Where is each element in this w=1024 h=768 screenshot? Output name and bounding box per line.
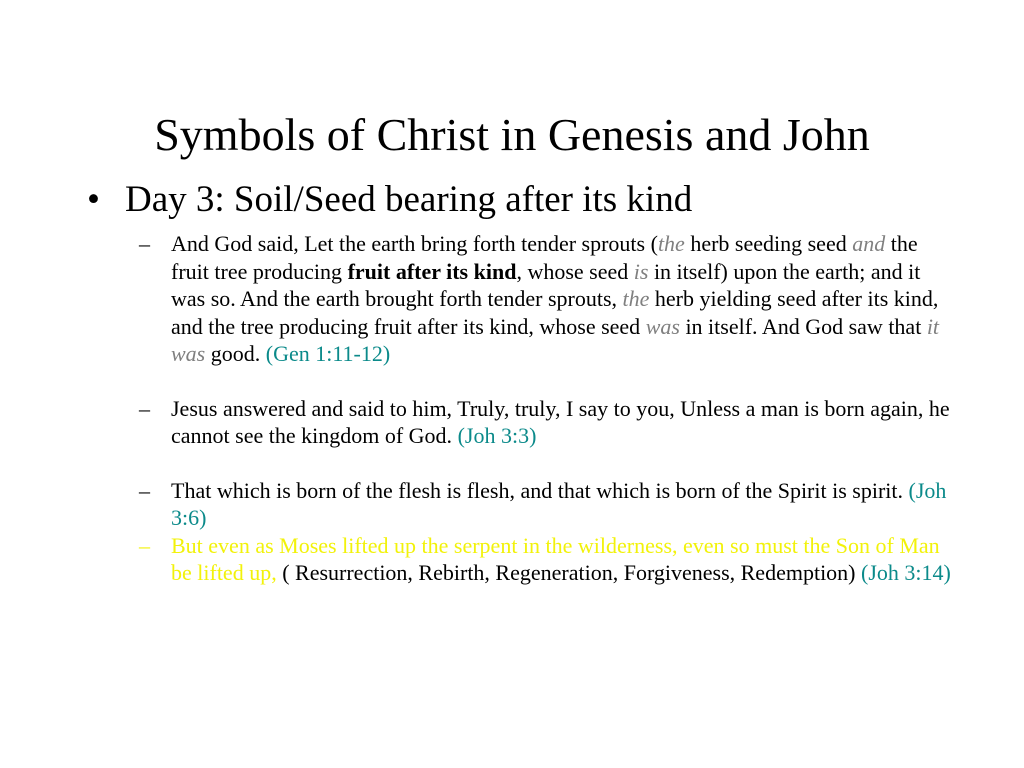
slide-title: Symbols of Christ in Genesis and John <box>154 109 870 160</box>
scripture-reference: (Gen 1:11-12) <box>265 341 391 366</box>
sub-bullet-marker: – <box>139 532 150 558</box>
verse-text: ( Resurrection, Rebirth, Regeneration, Forgiveness, Redemption) <box>276 560 862 585</box>
sub-bullet-marker: – <box>139 231 150 256</box>
verse-text: in itself. And God saw that <box>679 313 927 339</box>
verse-text: That which is born of the flesh is flesh, and that which is born of the Spirit is spirit. <box>171 477 909 503</box>
verse-text: herb seeding seed <box>684 231 853 256</box>
scripture-reference: (Joh 3:3) <box>457 423 537 448</box>
highlighted-verse-text: But even as Moses lifted up the serpent in the wilderness, even so must the Son of Man be lifted up, <box>171 532 940 585</box>
italic-word: the <box>622 286 650 311</box>
sub-bullet-joh-3-3 <box>139 395 959 450</box>
verse-text: Jesus answered and said to him, Truly, truly, I say to you, Unless a man is born again, he cannot see the kingdom of God. <box>171 395 950 448</box>
scripture-reference: (Joh 3:14) <box>861 560 951 585</box>
bullet-marker: • <box>87 179 100 220</box>
verse-text: in itself) upon the earth; and it was so. And the earth brought forth tender sprouts, <box>171 258 921 311</box>
verse-text: good. <box>205 341 266 366</box>
verse-text: herb yielding seed after its kind, and the tree producing fruit after its kind, whose seed <box>171 286 939 339</box>
sub-bullet-list <box>139 230 959 587</box>
italic-word: the <box>657 231 685 256</box>
verse-text: And God said, Let the earth bring forth tender sprouts ( <box>171 231 658 256</box>
bullet-text: Day 3: Soil/Seed bearing after its kind <box>125 179 693 220</box>
scripture-reference: (Joh 3:6) <box>171 477 947 530</box>
bold-phrase: fruit after its kind <box>347 258 517 284</box>
main-bullet <box>87 176 967 224</box>
italic-word: and <box>852 231 886 256</box>
sub-bullet-marker: – <box>139 477 150 503</box>
italic-word: was <box>645 313 680 339</box>
sub-bullet-marker: – <box>139 395 150 421</box>
sub-bullet-joh-3-6 <box>139 477 959 532</box>
italic-word: it was <box>171 313 940 366</box>
verse-text: , whose seed <box>516 258 634 284</box>
italic-word: is <box>633 258 649 284</box>
verse-text: the fruit tree producing <box>171 231 918 284</box>
sub-bullet-joh-3-14 <box>139 532 959 587</box>
sub-bullet-genesis <box>139 230 959 368</box>
